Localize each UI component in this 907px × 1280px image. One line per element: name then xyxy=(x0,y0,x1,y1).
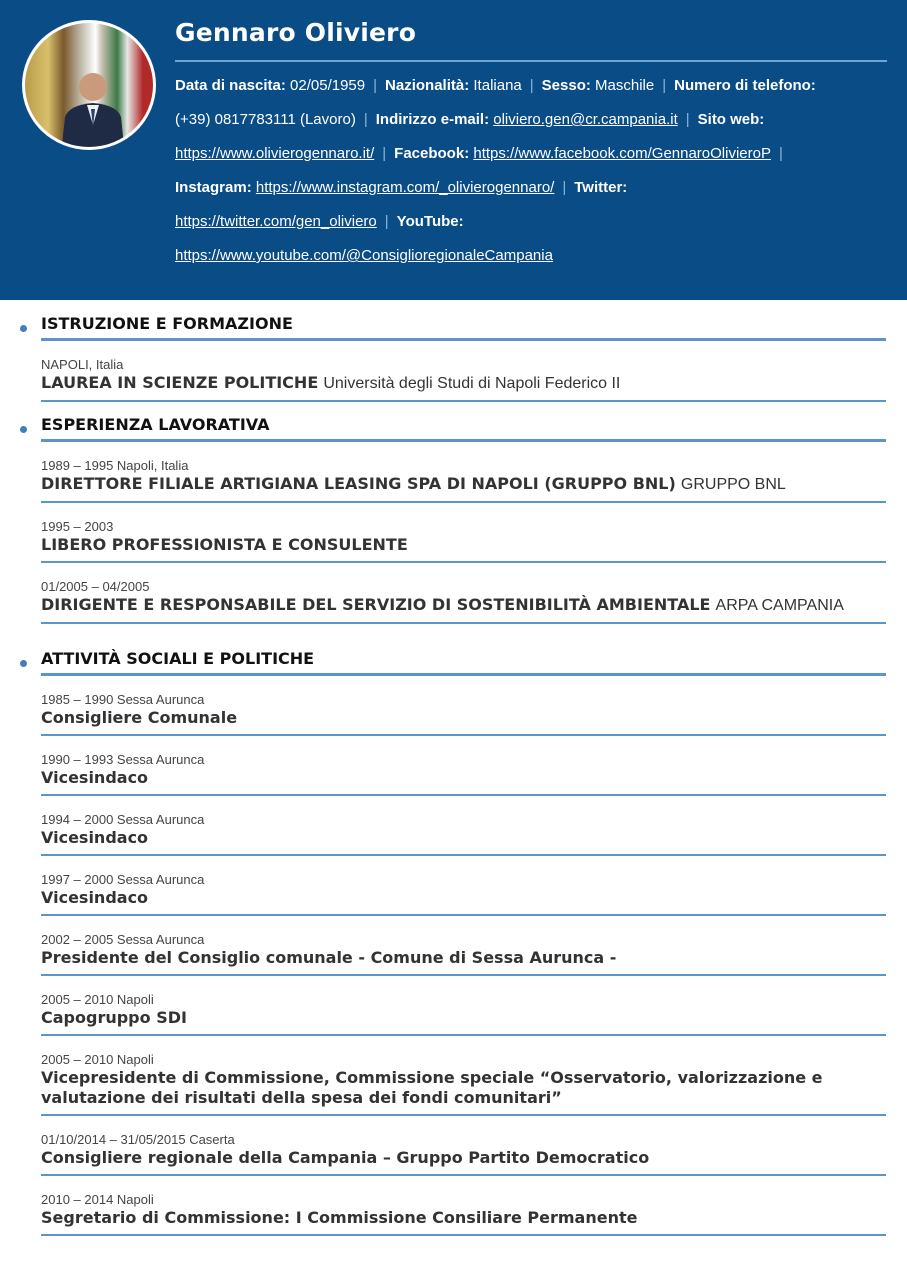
nationality-value: Italiana xyxy=(473,77,522,94)
entry-title xyxy=(41,1068,886,1108)
birth-value: 02/05/1959 xyxy=(290,77,366,94)
entry-meta: 1985 – 1990 Sessa Aurunca xyxy=(41,692,205,707)
phone-value: (+39) 0817783111 (Lavoro) xyxy=(175,111,356,128)
entry-title xyxy=(41,373,886,394)
entry-meta: 2002 – 2005 Sessa Aurunca xyxy=(41,932,205,947)
bullet-dot-icon xyxy=(20,660,27,667)
activity-entry xyxy=(41,812,886,856)
entry-divider xyxy=(41,1114,886,1116)
nationality-label: Nazionalità: xyxy=(385,77,470,94)
entry-meta: 1990 – 1993 Sessa Aurunca xyxy=(41,752,205,767)
entry-org: GRUPPO BNL xyxy=(680,476,786,493)
entry-meta: 2005 – 2010 Napoli xyxy=(41,1052,154,1067)
entry-meta: 01/2005 – 04/2005 xyxy=(41,579,150,594)
person-silhouette-icon xyxy=(57,65,129,150)
entry-divider xyxy=(41,974,886,976)
entry-title-text: Consigliere regionale della Campania – Gruppo Partito Democratico xyxy=(41,1148,650,1167)
entry-title xyxy=(41,1008,886,1028)
entry-divider xyxy=(41,561,886,563)
twitter-link[interactable]: https://twitter.com/gen_oliviero xyxy=(175,213,377,230)
birth-label: Data di nascita: xyxy=(175,77,286,94)
entry-meta: NAPOLI, Italia xyxy=(41,357,124,372)
section-title-text: ISTRUZIONE E FORMAZIONE xyxy=(41,314,293,333)
instagram-link[interactable]: https://www.instagram.com/_olivierogennaro/ xyxy=(255,179,555,196)
entry-title xyxy=(41,888,886,908)
contact-info xyxy=(175,69,875,273)
email-link[interactable]: oliviero.gen@cr.campania.it xyxy=(493,111,678,128)
entry-divider xyxy=(41,914,886,916)
entry-divider xyxy=(41,734,886,736)
education-section xyxy=(41,314,886,402)
youtube-link[interactable]: https://www.youtube.com/@ConsiglioregionaleCampania xyxy=(175,247,553,264)
candidate-name: Gennaro Oliviero xyxy=(175,18,417,47)
twitter-label: Twitter: xyxy=(574,179,628,196)
separator: | xyxy=(685,111,690,128)
entry-org: Università degli Studi di Napoli Federico II xyxy=(323,375,621,392)
activity-entry xyxy=(41,1192,886,1236)
entry-meta: 01/10/2014 – 31/05/2015 Caserta xyxy=(41,1132,235,1147)
social-section xyxy=(41,649,886,1236)
facebook-link[interactable]: https://www.facebook.com/GennaroOlivieroP xyxy=(473,145,771,162)
work-section xyxy=(41,415,886,624)
facebook-label: Facebook: xyxy=(394,145,470,162)
entry-title-text: Consigliere Comunale xyxy=(41,708,238,727)
email-label: Indirizzo e-mail: xyxy=(375,111,490,128)
instagram-label: Instagram: xyxy=(175,179,252,196)
entry-title xyxy=(41,1208,886,1228)
cv-header xyxy=(0,0,907,300)
entry-divider xyxy=(41,1234,886,1236)
sex-label: Sesso: xyxy=(541,77,591,94)
section-title-text: ATTIVITÀ SOCIALI E POLITICHE xyxy=(41,649,315,668)
entry-title xyxy=(41,708,886,728)
entry-title xyxy=(41,768,886,788)
entry-title-text: Vicesindaco xyxy=(41,768,149,787)
separator: | xyxy=(529,77,534,94)
entry-title-text: Vicesindaco xyxy=(41,888,149,907)
entry-meta: 1995 – 2003 xyxy=(41,519,114,534)
activity-entry xyxy=(41,692,886,736)
entry-title-text: DIRIGENTE E RESPONSABILE DEL SERVIZIO DI SOSTENIBILITÀ AMBIENTALE xyxy=(41,595,711,614)
sex-value: Maschile xyxy=(595,77,655,94)
name-divider xyxy=(175,60,887,62)
entry-title-text: Presidente del Consiglio comunale - Comune di Sessa Aurunca - xyxy=(41,948,617,967)
work-entry xyxy=(41,579,886,624)
separator: | xyxy=(562,179,567,196)
activity-entry xyxy=(41,932,886,976)
separator: | xyxy=(373,77,378,94)
entry-title xyxy=(41,595,886,616)
profile-photo xyxy=(22,20,156,150)
entry-divider xyxy=(41,1174,886,1176)
entry-divider xyxy=(41,622,886,624)
section-title xyxy=(41,649,886,669)
entry-title-text: DIRETTORE FILIALE ARTIGIANA LEASING SPA DI NAPOLI (GRUPPO BNL) xyxy=(41,474,676,493)
entry-title-text: Capogruppo SDI xyxy=(41,1008,187,1027)
entry-title xyxy=(41,828,886,848)
entry-title-text: LAUREA IN SCIENZE POLITICHE xyxy=(41,373,319,392)
entry-divider xyxy=(41,794,886,796)
website-label: Sito web: xyxy=(697,111,765,128)
activity-entry xyxy=(41,872,886,916)
entry-divider xyxy=(41,400,886,402)
website-link[interactable]: https://www.olivierogennaro.it/ xyxy=(175,145,375,162)
entry-meta: 1989 – 1995 Napoli, Italia xyxy=(41,458,189,473)
entry-org: ARPA CAMPANIA xyxy=(715,597,844,614)
section-divider xyxy=(41,673,886,676)
entry-title-text: Segretario di Commissione: I Commissione Consiliare Permanente xyxy=(41,1208,638,1227)
activity-entry xyxy=(41,752,886,796)
separator: | xyxy=(662,77,667,94)
entry-divider xyxy=(41,501,886,503)
activity-entry xyxy=(41,1052,886,1116)
separator: | xyxy=(779,145,783,162)
youtube-label: YouTube: xyxy=(396,213,464,230)
activity-entry xyxy=(41,992,886,1036)
bullet-dot-icon xyxy=(20,426,27,433)
work-entry xyxy=(41,458,886,503)
entry-meta: 1997 – 2000 Sessa Aurunca xyxy=(41,872,205,887)
separator: | xyxy=(382,145,387,162)
entry-title-text: Vicepresidente di Commissione, Commissione speciale “Osservatorio, valorizzazione e valutazione dei risultati della spesa dei fondi comunitari” xyxy=(41,1068,823,1107)
entry-title xyxy=(41,948,886,968)
entry-title-text: Vicesindaco xyxy=(41,828,149,847)
work-entry xyxy=(41,519,886,563)
activity-entry xyxy=(41,1132,886,1176)
section-title-text: ESPERIENZA LAVORATIVA xyxy=(41,415,270,434)
section-title xyxy=(41,415,886,435)
entry-title xyxy=(41,535,886,555)
separator: | xyxy=(384,213,389,230)
entry-title xyxy=(41,1148,886,1168)
bullet-dot-icon xyxy=(20,325,27,332)
entry-divider xyxy=(41,1034,886,1036)
section-title xyxy=(41,314,886,334)
section-divider xyxy=(41,338,886,341)
entry-title xyxy=(41,474,886,495)
entry-meta: 2005 – 2010 Napoli xyxy=(41,992,154,1007)
entry-title-text: LIBERO PROFESSIONISTA E CONSULENTE xyxy=(41,535,408,554)
section-divider xyxy=(41,439,886,442)
education-entry xyxy=(41,357,886,402)
entry-divider xyxy=(41,854,886,856)
phone-label: Numero di telefono: xyxy=(674,77,816,94)
entry-meta: 2010 – 2014 Napoli xyxy=(41,1192,154,1207)
entry-meta: 1994 – 2000 Sessa Aurunca xyxy=(41,812,205,827)
separator: | xyxy=(363,111,368,128)
